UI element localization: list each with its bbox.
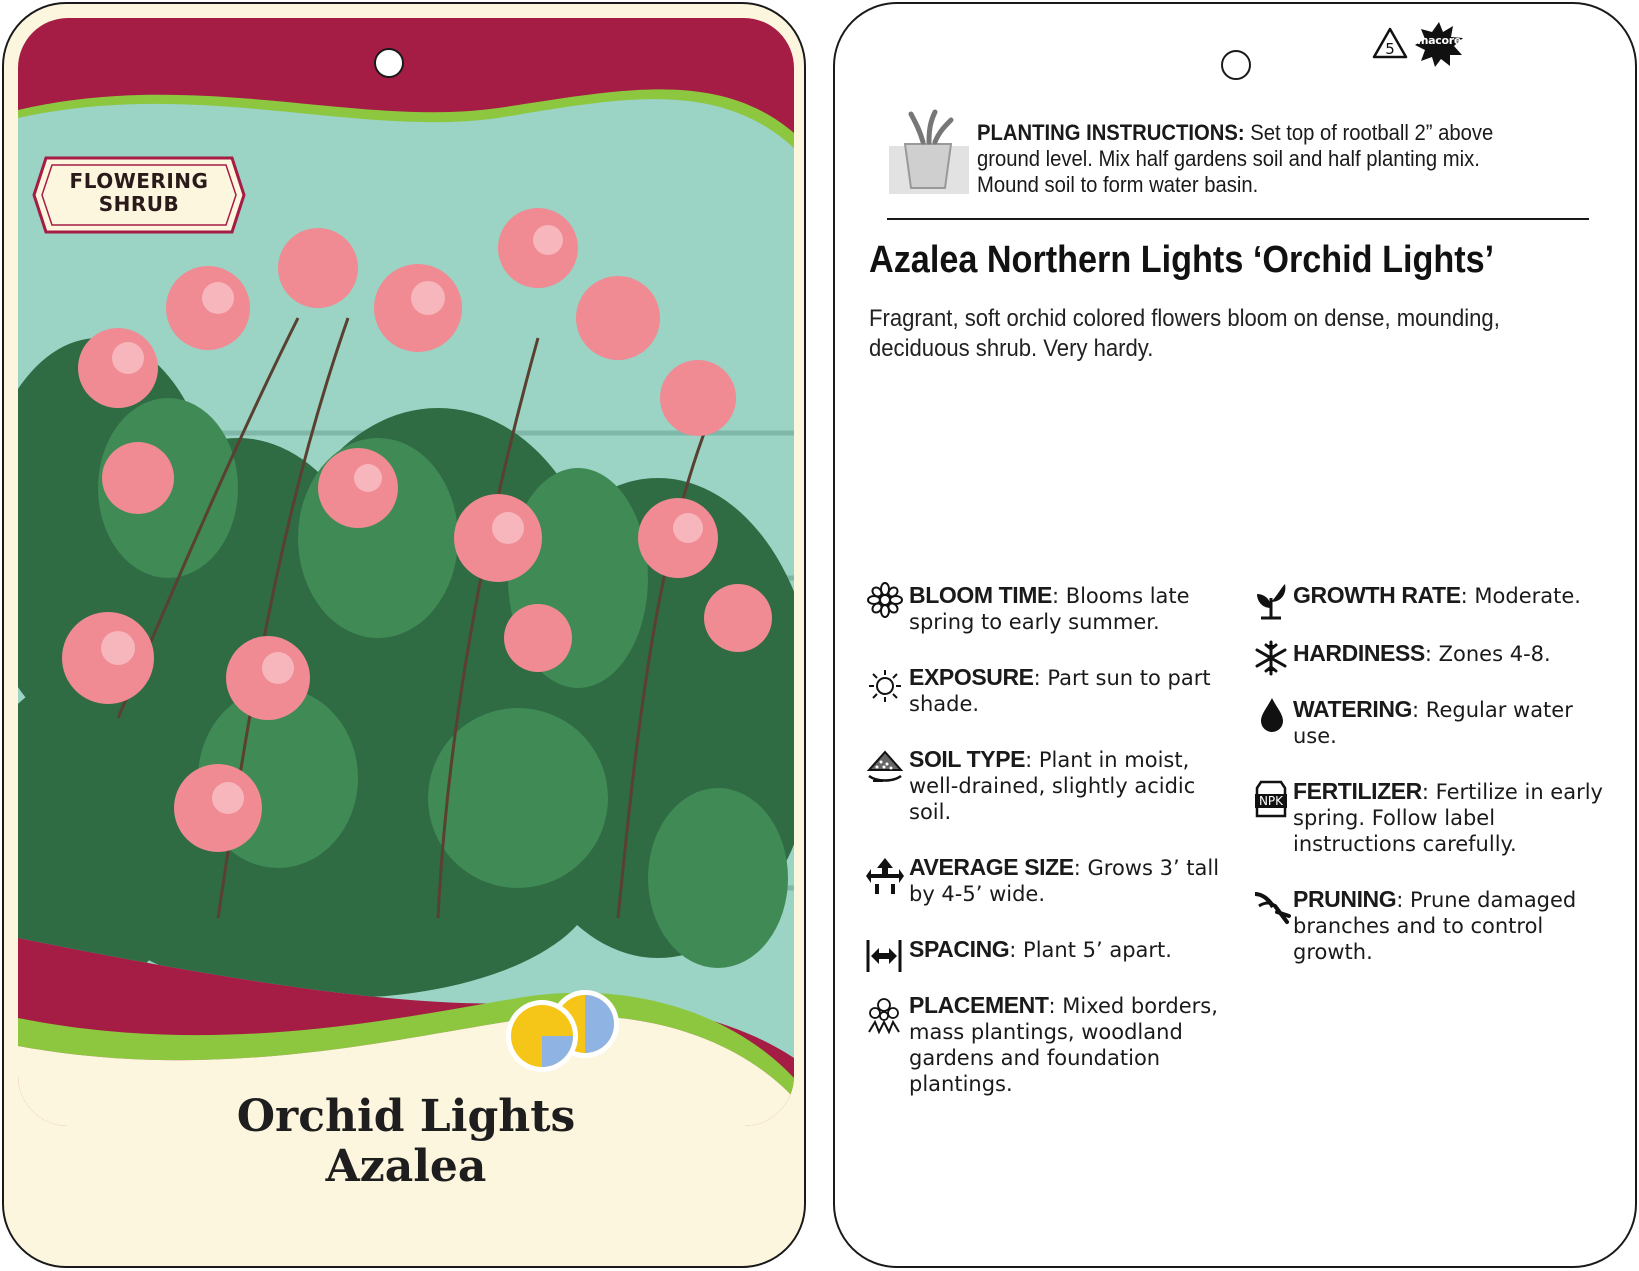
badge-line-1: FLOWERING xyxy=(69,169,209,193)
planting-label: PLANTING INSTRUCTIONS: xyxy=(977,120,1245,145)
attr-placement xyxy=(909,992,1229,1097)
attr-soil-type xyxy=(909,746,1229,825)
pruners-icon xyxy=(1253,888,1291,931)
hang-hole xyxy=(374,48,404,78)
part-sun-part-shade-icon xyxy=(500,986,630,1081)
attr-hardiness xyxy=(1293,640,1623,667)
back-tag xyxy=(833,2,1637,1268)
snowflake-icon xyxy=(1253,640,1289,681)
planting-text: Set top of rootball 2” above ground level. Mix half gardens soil and half planting mix. Mound soil to form water basin. xyxy=(977,120,1494,197)
category-badge xyxy=(32,156,246,234)
hang-hole xyxy=(1221,50,1251,80)
common-name-line-1: Orchid Lights xyxy=(236,1091,576,1142)
npk-label: NPK xyxy=(1258,794,1284,808)
npk-icon xyxy=(1253,780,1289,823)
soil-type-text: : Plant in moist, well-drained, slightly acidic soil. xyxy=(909,748,1196,824)
fertilizer-text: : Fertilize in early spring. Follow label instructions carefully. xyxy=(1293,780,1603,856)
front-tag xyxy=(2,2,806,1268)
planting-instructions xyxy=(977,120,1529,198)
pruning-label: PRUNING xyxy=(1293,886,1397,912)
placement-text: : Mixed borders, mass plantings, woodland gardens and foundation plantings. xyxy=(909,994,1218,1096)
pruning-text: : Prune damaged branches and to control growth. xyxy=(1293,888,1577,964)
flower-icon xyxy=(867,582,903,623)
spacing-label: SPACING xyxy=(909,936,1010,962)
placement-icon xyxy=(865,996,903,1039)
attr-spacing xyxy=(909,936,1229,963)
soil-type-label: SOIL TYPE xyxy=(909,746,1026,772)
size-icon xyxy=(865,856,905,899)
average-size-label: AVERAGE SIZE xyxy=(909,854,1074,880)
hardiness-label: HARDINESS xyxy=(1293,640,1425,666)
attr-average-size xyxy=(909,854,1229,907)
growth-rate-label: GROWTH RATE xyxy=(1293,582,1461,608)
attr-watering xyxy=(1293,696,1623,749)
growth-icon xyxy=(1253,582,1289,625)
watering-label: WATERING xyxy=(1293,696,1413,722)
bloom-time-text: : Blooms late spring to early summer. xyxy=(909,584,1190,634)
average-size-text: : Grows 3’ tall by 4-5’ wide. xyxy=(909,856,1220,906)
exposure-label: EXPOSURE xyxy=(909,664,1034,690)
spacing-icon xyxy=(865,938,903,979)
recycle-icon xyxy=(1371,26,1409,67)
common-name-line-2: Azalea xyxy=(325,1141,487,1192)
potted-plant-icon xyxy=(885,108,975,203)
attr-pruning xyxy=(1293,886,1623,965)
attr-bloom-time xyxy=(909,582,1229,635)
brand-mark: macore xyxy=(1416,34,1462,47)
placement-label: PLACEMENT xyxy=(909,992,1049,1018)
plant-title: Azalea Northern Lights ‘Orchid Lights’ xyxy=(869,239,1495,281)
attr-fertilizer xyxy=(1293,778,1623,857)
bloom-time-label: BLOOM TIME xyxy=(909,582,1052,608)
growth-rate-text: : Moderate. xyxy=(1460,584,1581,608)
hardiness-text: : Zones 4-8. xyxy=(1424,642,1551,666)
water-drop-icon xyxy=(1259,696,1285,737)
soil-icon xyxy=(865,748,905,793)
spacing-text: : Plant 5’ apart. xyxy=(1009,938,1172,962)
attr-growth-rate xyxy=(1293,582,1623,609)
fertilizer-label: FERTILIZER xyxy=(1293,778,1422,804)
badge-line-2: SHRUB xyxy=(98,192,180,216)
recycle-code: 5 xyxy=(1385,40,1395,58)
plant-description: Fragrant, soft orchid colored flowers bloom on dense, mounding, deciduous shrub. Very hardy. xyxy=(869,305,1500,362)
attr-exposure xyxy=(909,664,1229,717)
watering-text: : Regular water use. xyxy=(1293,698,1573,748)
divider xyxy=(887,218,1589,220)
sun-icon xyxy=(867,668,903,709)
exposure-text: : Part sun to part shade. xyxy=(909,666,1211,716)
